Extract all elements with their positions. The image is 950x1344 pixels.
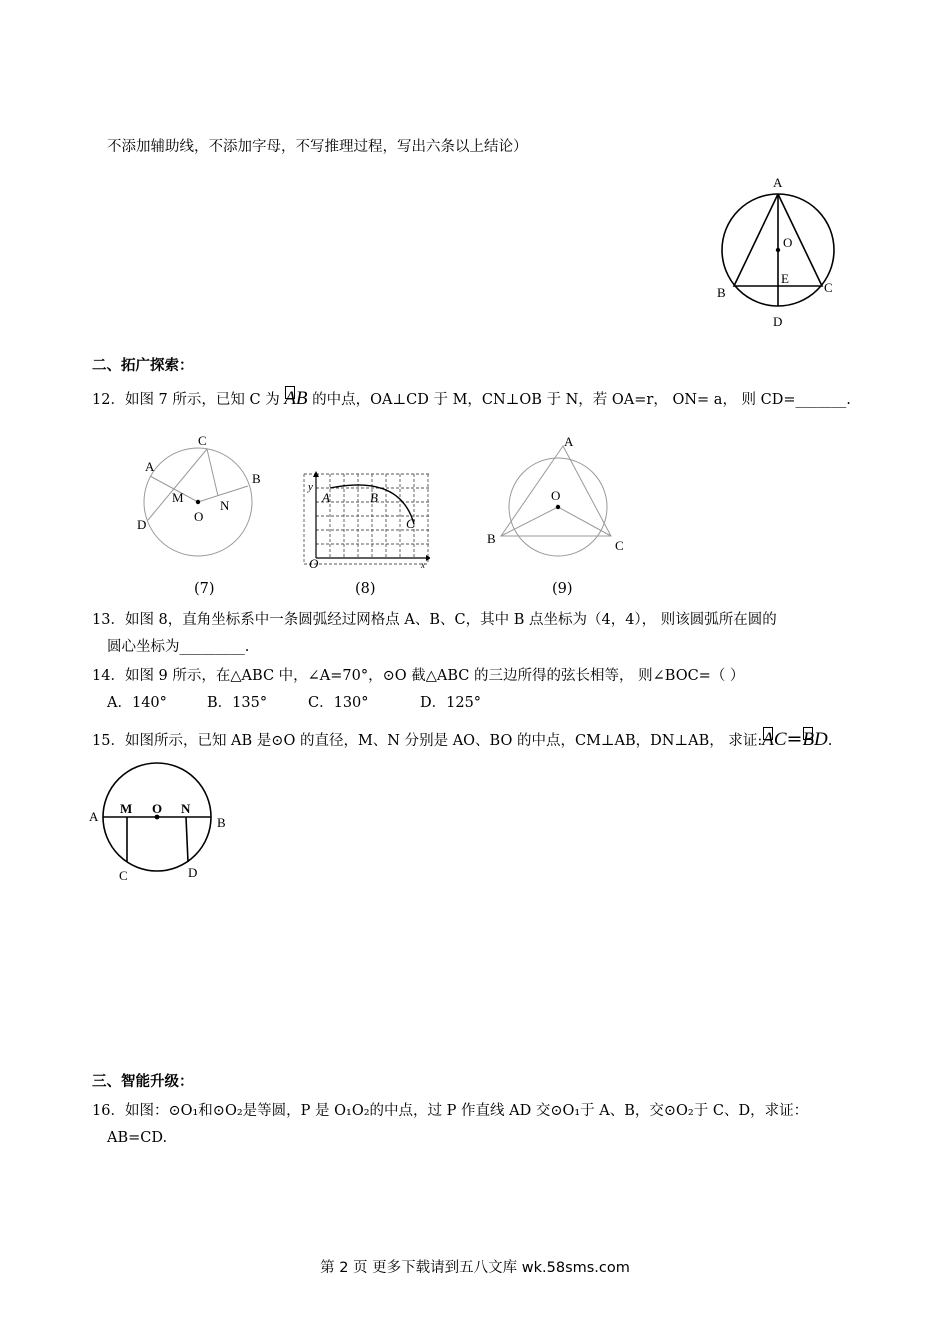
fig7-caption: (7) (194, 581, 215, 597)
figure-circle-triangle (712, 170, 842, 330)
q14-line1: 14．如图 9 所示，在△ABC 中，∠A=70°，⊙O 截△ABC 的三边所得的弦长相等， 则∠BOC=（ ） (92, 668, 745, 684)
label-C: C (824, 280, 833, 295)
label-C: C (198, 433, 207, 448)
q16-line2: AB=CD. (107, 1130, 168, 1146)
label-A: A (89, 809, 99, 824)
intro-line: 不添加辅助线，不添加字母，不写推理过程，写出六条以上结论） (107, 139, 528, 155)
q16-line1: 16．如图：⊙O₁和⊙O₂是等圆，P 是 O₁O₂的中点，过 P 作直线 AD 交⊙O₁于 A、B，交⊙O₂于 C、D，求证： (92, 1103, 809, 1119)
figure-15 (85, 735, 245, 885)
label-N: N (220, 498, 230, 513)
q13-line2: 圆心坐标为_________. (107, 639, 250, 655)
q14-option-a: A．140° (107, 695, 167, 711)
label-B: B (487, 531, 496, 546)
label-O: O (194, 509, 204, 524)
label-A: A (145, 459, 155, 474)
section2-title: 二、拓广探索： (92, 358, 194, 374)
label-A: A (322, 490, 330, 505)
label-C: C (615, 538, 624, 553)
q15: 15．如图所示，已知 AB 是⊙O 的直径，M、N 分别是 AO、BO 的中点，CM⊥AB，DN⊥AB， 求证:AC=BD. (92, 728, 833, 750)
label-O: O (152, 801, 163, 816)
figure-7 (130, 430, 270, 560)
q14-option-b: B．135° (207, 695, 268, 711)
label-C: C (406, 516, 415, 531)
label-B: B (252, 471, 261, 486)
label-B: B (717, 285, 726, 300)
label-N: N (181, 801, 191, 816)
label-D: D (137, 517, 147, 532)
q13-line1: 13．如图 8，直角坐标系中一条圆弧经过网格点 A、B、C，其中 B 点坐标为（4，4）， 则该圆弧所在圆的 (92, 612, 777, 628)
page-footer: 第 2 页 更多下载请到五八文库 wk.58sms.com (320, 1260, 630, 1276)
label-B: B (370, 490, 378, 505)
q12: 12．如图 7 所示，已知 C 为 AB 的中点，OA⊥CD 于 M，CN⊥OB 于 N，若 OA=r， ON= a， 则 CD=_______. (92, 388, 851, 409)
label-C: C (119, 868, 128, 883)
fig8-caption: (8) (355, 581, 376, 597)
label-D: D (773, 314, 783, 329)
q14-option-c: C．130° (308, 695, 369, 711)
label-y: y (308, 481, 313, 493)
section3-title: 三、智能升级： (92, 1074, 194, 1090)
label-B: B (217, 815, 226, 830)
label-O: O (309, 556, 319, 568)
label-O: O (783, 235, 793, 250)
label-M: M (120, 801, 133, 816)
figure-8 (300, 468, 430, 568)
label-A: A (773, 175, 783, 190)
figure-9 (485, 430, 645, 560)
label-O: O (551, 488, 561, 503)
label-M: M (172, 490, 184, 505)
label-A: A (564, 434, 574, 449)
fig9-caption: (9) (552, 581, 573, 597)
q14-option-d: D．125° (420, 695, 482, 711)
label-E: E (781, 271, 789, 286)
label-D: D (188, 865, 198, 880)
label-x: x (421, 560, 425, 568)
